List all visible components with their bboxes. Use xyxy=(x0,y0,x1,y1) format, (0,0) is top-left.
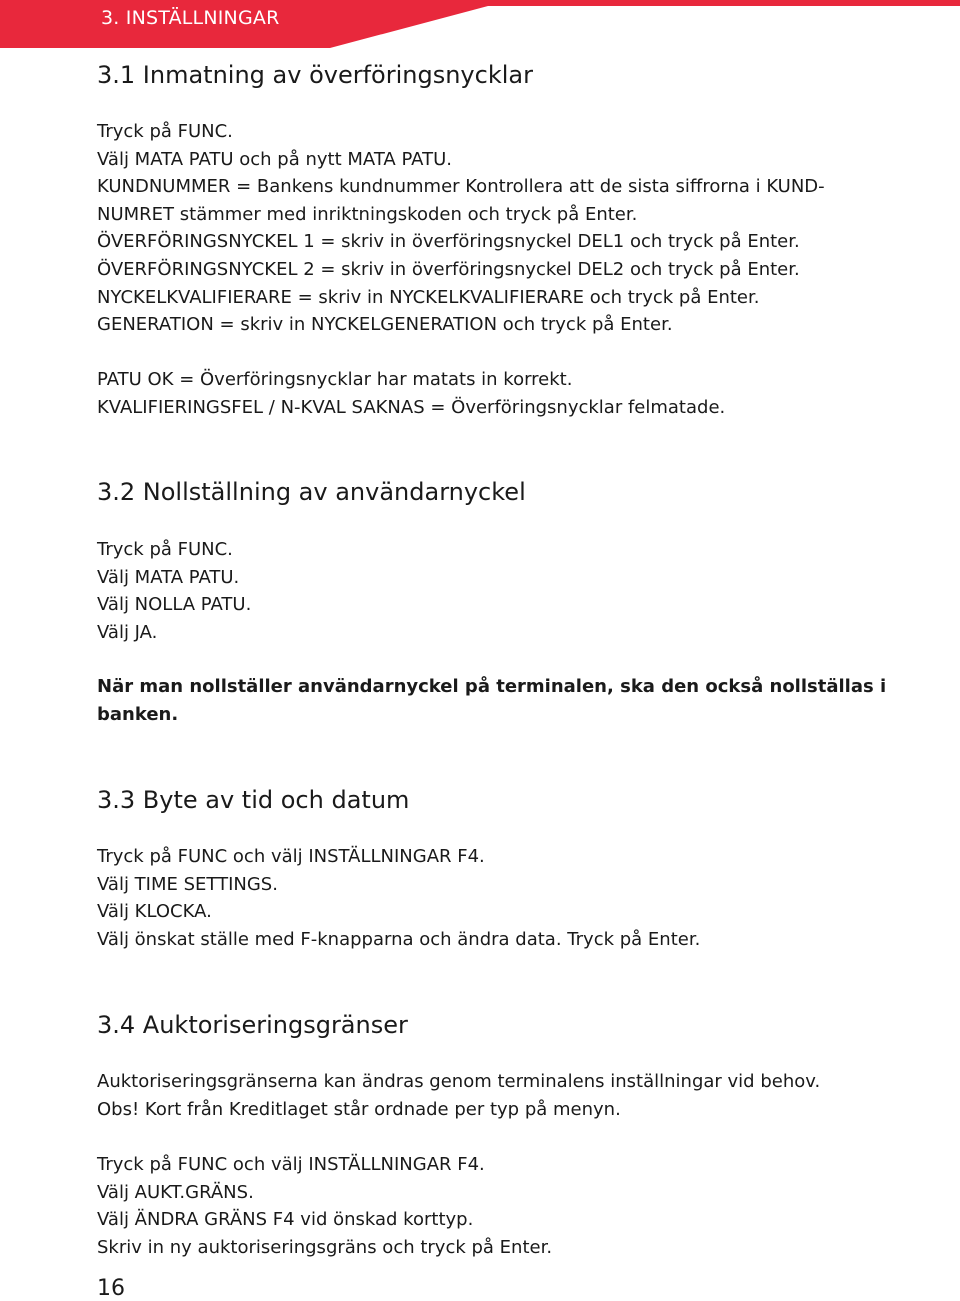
paragraph-3-1-steps xyxy=(97,118,825,339)
section-heading-3-3: 3.3 Byte av tid och datum xyxy=(97,786,410,814)
text-line: banken. xyxy=(97,703,179,725)
text-line: När man nollställer användarnyckel på terminalen, ska den också nollställas i xyxy=(97,676,887,697)
text-line: KVALIFIERINGSFEL / N-KVAL SAKNAS = Överföringsnycklar felmatade. xyxy=(97,396,726,418)
text-line: Obs! Kort från Kreditlaget står ordnade per typ på menyn. xyxy=(97,1098,621,1120)
text-line: Auktoriseringsgränserna kan ändras genom terminalens inställningar vid behov. xyxy=(97,1071,821,1092)
section-heading-3-4: 3.4 Auktoriseringsgränser xyxy=(97,1011,408,1039)
section-heading-3-1: 3.1 Inmatning av överföringsnycklar xyxy=(97,61,533,89)
text-line: ÖVERFÖRINGSNYCKEL 2 = skriv in överföringsnyckel DEL2 och tryck på Enter. xyxy=(97,258,800,280)
paragraph-3-1-results xyxy=(97,366,725,421)
paragraph-3-3-steps xyxy=(97,843,700,953)
paragraph-3-2-steps xyxy=(97,536,251,646)
text-line: Skriv in ny auktoriseringsgräns och tryck på Enter. xyxy=(97,1236,553,1258)
text-line: NYCKELKVALIFIERARE = skriv in NYCKELKVALIFIERARE och tryck på Enter. xyxy=(97,286,760,308)
section-banner xyxy=(0,0,960,48)
paragraph-3-4-intro xyxy=(97,1068,820,1123)
text-line: Välj önskat ställe med F-knapparna och ändra data. Tryck på Enter. xyxy=(97,928,701,950)
text-line: GENERATION = skriv in NYCKELGENERATION och tryck på Enter. xyxy=(97,314,673,336)
paragraph-3-4-steps xyxy=(97,1151,552,1261)
text-line: Välj AUKT.GRÄNS. xyxy=(97,1181,254,1203)
important-note xyxy=(97,673,886,728)
text-line: Tryck på FUNC och välj INSTÄLLNINGAR F4. xyxy=(97,1154,485,1175)
text-line: Välj MATA PATU. xyxy=(97,566,240,588)
text-line: Välj KLOCKA. xyxy=(97,901,212,923)
section-heading-3-2: 3.2 Nollställning av användarnyckel xyxy=(97,478,526,506)
text-line: Välj NOLLA PATU. xyxy=(97,594,252,616)
text-line: Välj MATA PATU och på nytt MATA PATU. xyxy=(97,148,452,170)
text-line: Tryck på FUNC. xyxy=(97,121,233,142)
text-line: NUMRET stämmer med inriktningskoden och tryck på Enter. xyxy=(97,203,638,225)
text-line: ÖVERFÖRINGSNYCKEL 1 = skriv in överföringsnyckel DEL1 och tryck på Enter. xyxy=(97,231,800,253)
text-line: Välj TIME SETTINGS. xyxy=(97,873,278,895)
text-line: Tryck på FUNC. xyxy=(97,539,233,560)
text-line: PATU OK = Överföringsnycklar har matats in korrekt. xyxy=(97,369,573,390)
banner-title: 3. INSTÄLLNINGAR xyxy=(101,7,280,29)
text-line: Välj JA. xyxy=(97,621,158,643)
text-line: KUNDNUMMER = Bankens kundnummer Kontrollera att de sista siffrorna i KUND- xyxy=(97,176,825,198)
text-line: Välj ÄNDRA GRÄNS F4 vid önskad korttyp. xyxy=(97,1209,474,1231)
text-line: Tryck på FUNC och välj INSTÄLLNINGAR F4. xyxy=(97,846,485,867)
page-number: 16 xyxy=(97,1276,125,1301)
